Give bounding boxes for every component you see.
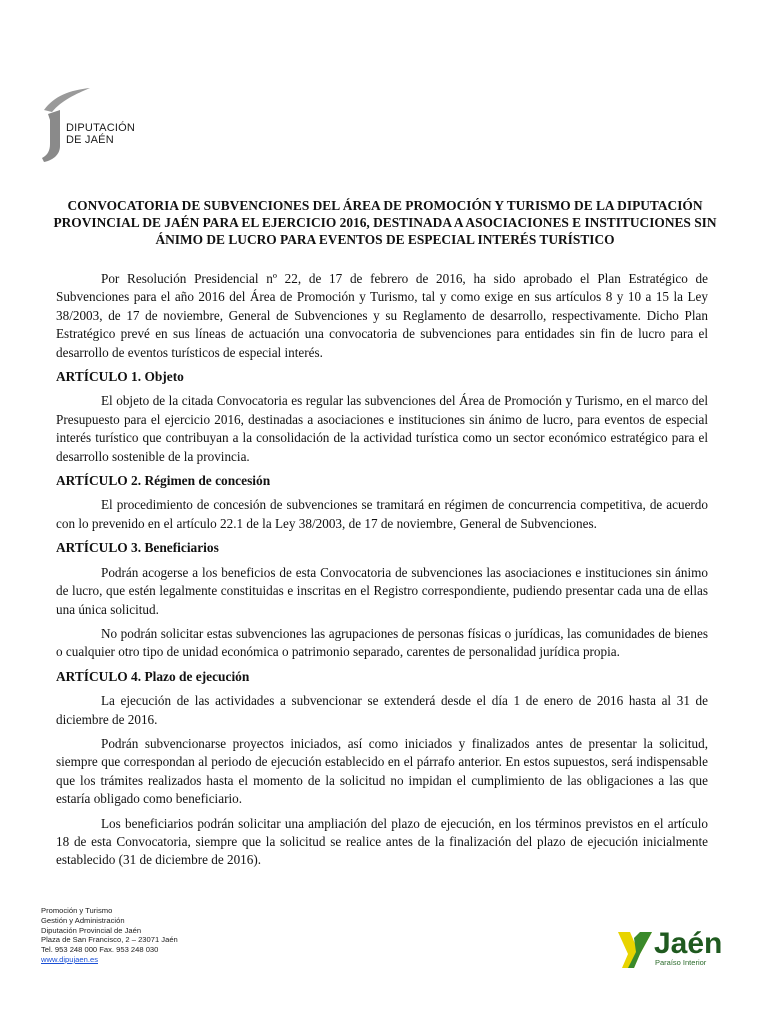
article-4-paragraph-3: Los beneficiarios podrán solicitar una ampliación del plazo de ejecución, en los términos previstos en el artículo 18 de esta Convocatoria, siempre que la solicitud se realice antes de la finalización del plazo de ejecución inicialmente establecido (31 de diciembre de 2016).	[56, 815, 708, 868]
footer-address	[41, 906, 178, 965]
footer-website-link[interactable]: www.dipujaen.es	[41, 954, 98, 964]
footer-line4: Plaza de San Francisco, 2 – 23071 Jaén	[41, 935, 178, 945]
footer-line3: Diputación Provincial de Jaén	[41, 925, 142, 935]
article-1-paragraph-1: El objeto de la citada Convocatoria es regular las subvenciones del Área de Promoción y Turismo, en el marco del Presupuesto para el ejercicio 2016, destinadas a asociaciones e instituciones sin ánimo de lucro, para eventos de especial interés turístico que contribuyan a la consolidación de la actividad turística como un sector económico estratégico para el desarrollo sostenible de la provincia.	[56, 393, 708, 464]
diputacion-logo-text	[66, 122, 135, 146]
article-2-paragraph-1: El procedimiento de concesión de subvenciones se tramitará en régimen de concurrencia competitiva, de acuerdo con lo prevenido en el artículo 22.1 de la Ley 38/2003, de 17 de noviembre, General de Subvenciones.	[56, 497, 708, 531]
footer-line5: Tel. 953 248 000 Fax. 953 248 030	[41, 945, 159, 955]
jaen-brand-word: Jaén	[654, 927, 723, 960]
jaen-mark-icon	[614, 928, 654, 970]
jaen-brand-logo	[614, 928, 724, 972]
logo-line1: DIPUTACIÓN	[66, 122, 136, 134]
document-body	[56, 270, 708, 876]
article-3-paragraph-2: No podrán solicitar estas subvenciones las agrupaciones de personas físicas o jurídicas, las comunidades de bienes o cualquier otro tipo de unidad económica o patrimonio separado, carentes de personalidad jurídica propia.	[56, 625, 708, 660]
footer-line2: Gestión y Administración	[41, 915, 125, 925]
footer-line1: Promoción y Turismo	[41, 906, 113, 915]
article-3-heading: ARTÍCULO 3. Beneficiarios	[56, 540, 219, 556]
logo-line2: DE JAÉN	[66, 134, 114, 146]
document-title: CONVOCATORIA DE SUBVENCIONES DEL ÁREA DE PROMOCIÓN Y TURISMO DE LA DIPUTACIÓN PROVINCIAL DE JAÉN PARA EL EJERCICIO 2016, DESTINADA A ASOCIACIONES E INSTITUCIONES SIN ÁNIMO DE LUCRO PARA EVENTOS DE ESPECIAL INTERÉS TURÍSTICO	[53, 198, 717, 247]
article-4-paragraph-2: Podrán subvencionarse proyectos iniciados, así como iniciados y finalizados antes de presentar la solicitud, siempre que correspondan al periodo de ejecución establecido en el párrafo anterior. En estos supuestos, será indispensable que los trámites realizados hasta el momento de la solicitud no impidan el cumplimiento de las obligaciones a las que estaría obligado como beneficiario.	[56, 735, 708, 807]
article-4-paragraph-1: La ejecución de las actividades a subvencionar se extenderá desde el día 1 de enero de 2016 hasta al 31 de diciembre de 2016.	[56, 693, 708, 727]
intro-paragraph: Por Resolución Presidencial nº 22, de 17 de febrero de 2016, ha sido aprobado el Plan Estratégico de Subvenciones para el año 2016 del Área de Promoción y Turismo, tal y como exige en sus artículos 8 y 10 a 15 la Ley 38/2003, de 17 de noviembre, General de Subvenciones y su Reglamento de desarrollo, respectivamente. Dicho Plan Estratégico prevé en sus líneas de actuación una convocatoria de subvenciones para entidades sin fin de lucro para el desarrollo de eventos turísticos de especial interés.	[56, 271, 708, 360]
article-3-paragraph-1: Podrán acogerse a los beneficios de esta Convocatoria de subvenciones las asociaciones e instituciones sin ánimo de lucro, que estén legalmente constituidas e inscritas en el Registro correspondiente, pudiendo presentar cada una de ellas una única solicitud.	[56, 564, 708, 617]
article-2-heading: ARTÍCULO 2. Régimen de concesión	[56, 473, 271, 489]
article-4-heading: ARTÍCULO 4. Plazo de ejecución	[56, 668, 250, 684]
article-1-heading: ARTÍCULO 1. Objeto	[56, 369, 184, 385]
jaen-brand-tagline: Paraíso Interior	[655, 958, 707, 967]
